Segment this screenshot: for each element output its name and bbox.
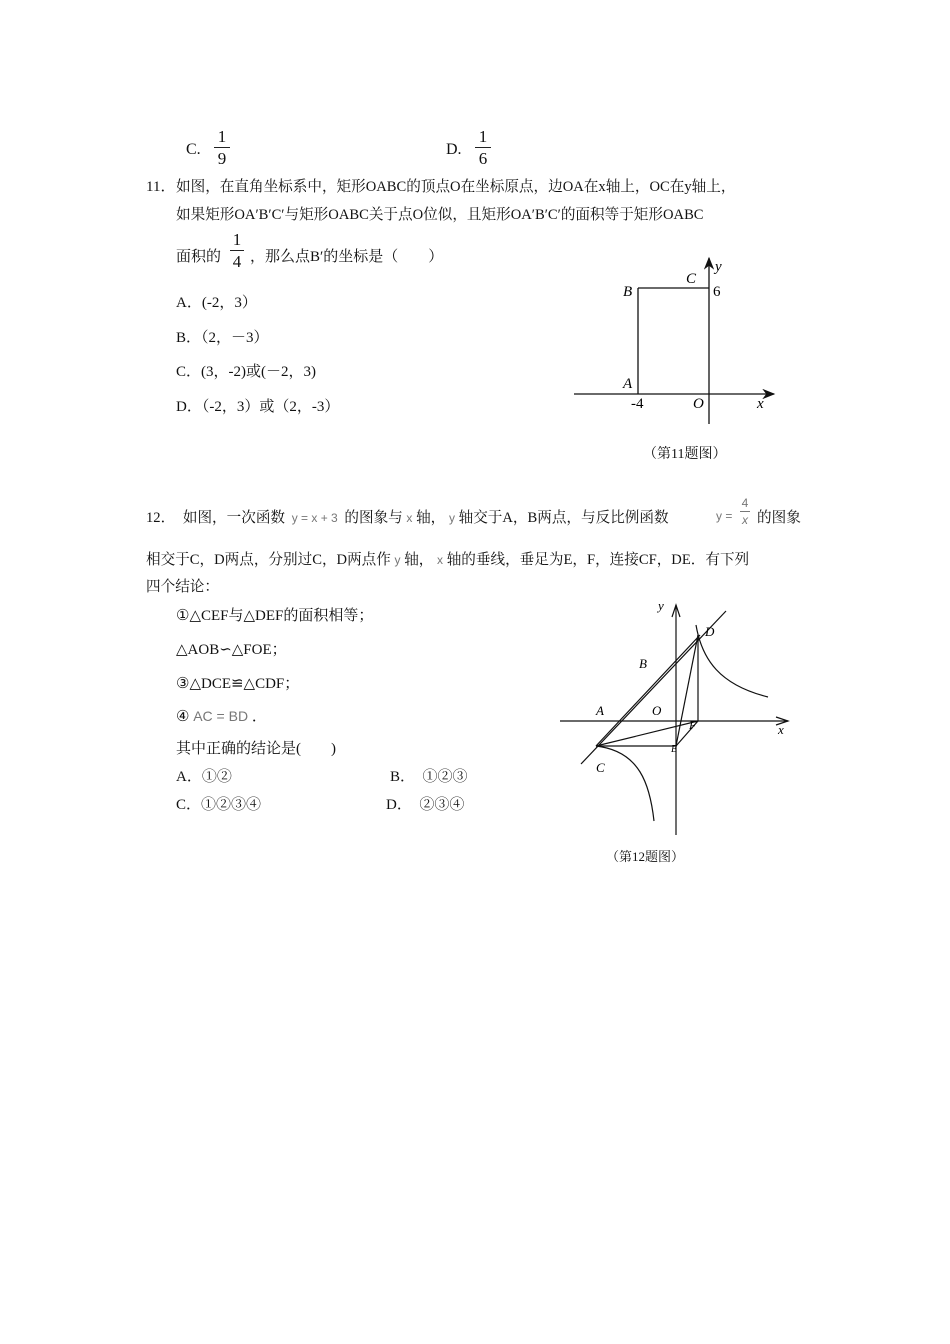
q12-label-b: B [639, 656, 647, 671]
q12-intersect: 轴交于A，B两点，与反比例函数 [458, 510, 669, 526]
q11-label-b: B [623, 284, 633, 300]
q12-line1 [146, 506, 669, 527]
q11-option-a: A．(-2，3） [176, 295, 257, 311]
q12-line2-mid: 轴， [404, 552, 434, 568]
q12-axis-word: 轴， [416, 510, 446, 526]
q11-label-c: C [686, 271, 697, 287]
q10-option-c-fraction [212, 127, 232, 170]
q12-figure [550, 595, 800, 840]
q10-option-d-fraction [473, 127, 493, 170]
q12-line2 [146, 548, 749, 569]
q11-line3-pre: 面积的 [176, 249, 222, 265]
q12-line2-pre: 相交于C，D两点，分别过C，D两点作 [146, 552, 391, 568]
q10-d-denominator: 6 [478, 149, 488, 168]
q12-label-f: F [689, 718, 697, 732]
q12-conclusion-4-pre: ④ [176, 709, 190, 725]
q10-c-denominator: 9 [217, 149, 227, 168]
q11-label-o: O [693, 396, 704, 412]
q12-caption: （第12题图） [606, 849, 685, 864]
q12-linear-fn: y = x + 3 [291, 511, 338, 525]
q11-caption: （第11题图） [643, 447, 727, 462]
q12-option-b: B． ①②③ [390, 769, 468, 785]
q12-inverse-fraction [738, 495, 752, 528]
q11-option-c: C．(3，-2)或(－2，3) [176, 364, 316, 380]
q11-figure [560, 250, 790, 430]
q12-after-inv: 的图象 [757, 510, 801, 526]
q12-label-c: C [596, 760, 605, 775]
q11-line2: 如果矩形OA′B′C′与矩形OABC关于点O位似，且矩形OA′B′C′的面积等于矩形OABC [176, 207, 704, 223]
q11-frac-numerator: 1 [232, 230, 242, 249]
q12-question: 其中正确的结论是( ) [176, 741, 336, 757]
q12-inv-denominator: x [742, 513, 748, 527]
q12-option-d: D． ②③④ [386, 797, 465, 813]
q11-label-x: x [757, 396, 764, 412]
q12-conclusion-4-math: AC = BD [193, 708, 249, 724]
q12-conclusion-2: △AOB∽△FOE； [176, 642, 287, 658]
q12-segment-cd [596, 635, 700, 746]
q12-label-d: D [705, 624, 715, 639]
q12-conclusion-4 [176, 705, 267, 726]
q12-intro: 如图，一次函数 [182, 510, 286, 526]
q12-label-e: E [671, 744, 678, 755]
q12-option-a: A．①② [176, 769, 232, 785]
q12-label-x: x [778, 722, 784, 737]
q11-option-b: B．（2，－3） [176, 330, 269, 346]
q12-conclusion-3: ③△DCE≌△CDF； [176, 676, 300, 692]
q11-option-d: D．（-2，3）或（2，-3） [176, 399, 340, 415]
q12-hyperbola-q3 [596, 746, 654, 821]
q12-inverse-fn-lhs: y = [716, 509, 733, 523]
q12-label-o: O [652, 703, 662, 718]
q10-option-c-label: C. [186, 141, 201, 158]
q11-line1: 如图，在直角坐标系中，矩形OABC的顶点O在坐标原点，边OA在x轴上，OC在y轴上， [176, 179, 736, 195]
q12-y-symbol: y [448, 511, 455, 525]
q10-d-numerator: 1 [478, 127, 488, 146]
q10-option-d-label: D. [446, 141, 462, 158]
q11-frac-denominator: 4 [232, 252, 242, 271]
q12-conclusion-1: ①△CEF与△DEF的面积相等； [176, 608, 374, 624]
q12-x-symbol: x [406, 511, 413, 525]
q11-fraction [228, 230, 246, 273]
q12-number: 12． [146, 510, 176, 526]
q12-line3: 四个结论： [146, 579, 219, 595]
q11-number: 11． [146, 179, 176, 195]
q11-label-6: 6 [713, 284, 721, 300]
q12-conclusion-4-post: ． [251, 709, 267, 725]
q12-label-y: y [658, 598, 664, 613]
q12-line2-y: y [394, 553, 401, 567]
q11-line3-post: ，那么点B′的坐标是（ ） [250, 249, 444, 265]
q11-label-a: A [623, 376, 633, 392]
q12-option-c: C．①②③④ [176, 797, 262, 813]
q12-inv-numerator: 4 [741, 496, 749, 510]
q10-c-numerator: 1 [217, 127, 227, 146]
q12-segment-cf [596, 721, 698, 746]
q12-line2-x: x [437, 553, 444, 567]
q11-label-y: y [715, 259, 722, 275]
q12-label-a: A [596, 703, 604, 718]
q12-line2-post: 轴的垂线，垂足为E，F，连接CF，DE．有下列 [446, 552, 750, 568]
q12-after-fn: 的图象与 [344, 510, 403, 526]
q11-label-neg4: -4 [631, 396, 644, 412]
